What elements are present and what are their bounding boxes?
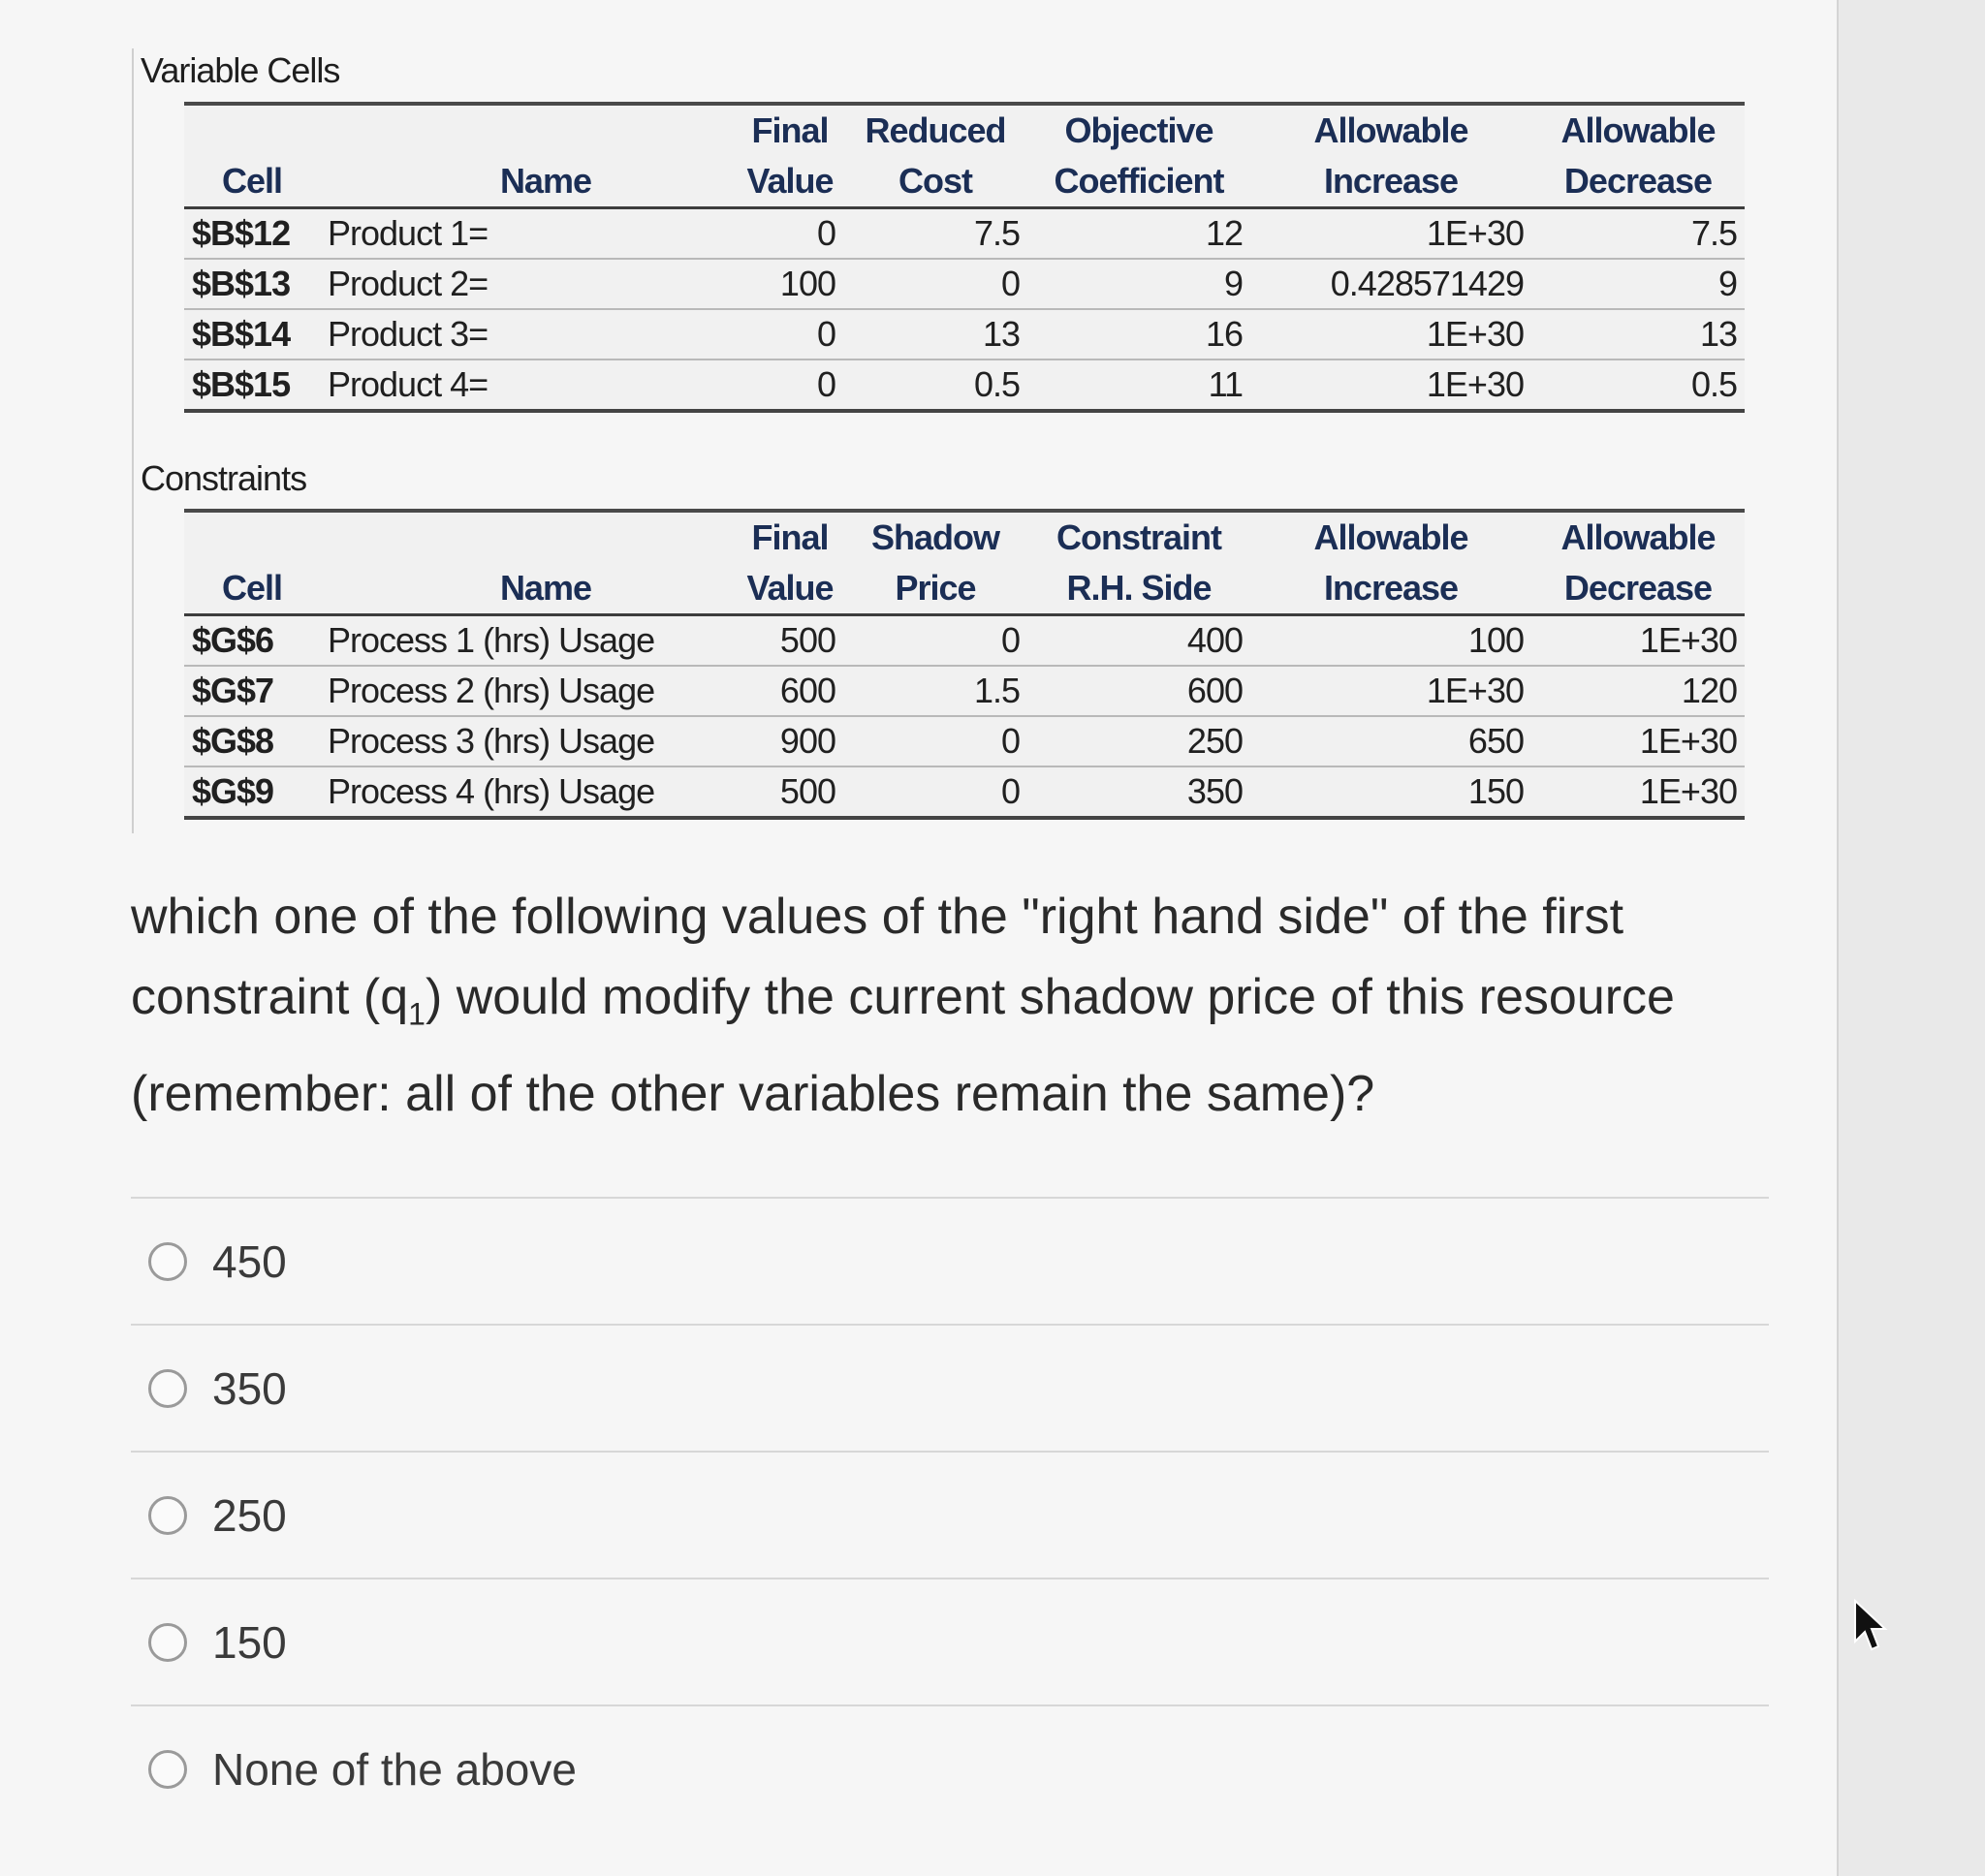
cell-value: 0 bbox=[843, 615, 1027, 667]
header-constraint: Constraint bbox=[1027, 511, 1250, 563]
cell-value: 600 bbox=[1027, 666, 1250, 716]
cell-ref: $B$13 bbox=[184, 259, 320, 309]
variable-cells-title: Variable Cells bbox=[141, 50, 340, 90]
cell-value: 350 bbox=[1027, 766, 1250, 818]
cell-value: 0.5 bbox=[1531, 360, 1745, 411]
question-text-after: ) would modify the current shadow price of this resource (remember: all of the other variables remain the same)? bbox=[131, 969, 1675, 1123]
cell-value: 1E+30 bbox=[1250, 666, 1531, 716]
header-value: Value bbox=[737, 156, 843, 208]
radio-button[interactable] bbox=[148, 1496, 187, 1535]
header bbox=[320, 104, 737, 156]
header bbox=[320, 511, 737, 563]
constraints-header-top bbox=[184, 511, 1745, 563]
option-label: None of the above bbox=[212, 1743, 577, 1795]
cell-value: 9 bbox=[1531, 259, 1745, 309]
cell-value: 12 bbox=[1027, 208, 1250, 260]
header-allowable: Allowable bbox=[1250, 104, 1531, 156]
cell-name: Product 2= bbox=[320, 259, 737, 309]
constraints-title: Constraints bbox=[141, 458, 307, 498]
mouse-cursor-icon bbox=[1851, 1599, 1890, 1657]
cell-value: 150 bbox=[1250, 766, 1531, 818]
option-350[interactable] bbox=[131, 1324, 1769, 1451]
radio-button[interactable] bbox=[148, 1242, 187, 1281]
cell-value: 0.5 bbox=[843, 360, 1027, 411]
question-text-before: which one of the following values of the "right hand side" of the first constraint (q bbox=[131, 889, 1624, 1025]
table-row bbox=[184, 208, 1745, 260]
cell-value: 500 bbox=[737, 615, 843, 667]
answer-options bbox=[131, 1197, 1769, 1831]
option-label: 250 bbox=[212, 1489, 287, 1541]
cell-value: 13 bbox=[1531, 309, 1745, 360]
cell-value: 1E+30 bbox=[1531, 766, 1745, 818]
cell-value: 900 bbox=[737, 716, 843, 766]
table-row bbox=[184, 615, 1745, 667]
cell-value: 600 bbox=[737, 666, 843, 716]
cell-ref: $G$9 bbox=[184, 766, 320, 818]
header-decrease: Decrease bbox=[1531, 563, 1745, 615]
cell-name: Process 1 (hrs) Usage bbox=[320, 615, 737, 667]
cell-value: 0 bbox=[843, 259, 1027, 309]
cell-value: 1E+30 bbox=[1250, 360, 1531, 411]
header-cost: Cost bbox=[843, 156, 1027, 208]
cell-value: 7.5 bbox=[843, 208, 1027, 260]
header-cell: Cell bbox=[184, 563, 320, 615]
constraints-table bbox=[184, 509, 1745, 820]
header-increase: Increase bbox=[1250, 156, 1531, 208]
cell-value: 1E+30 bbox=[1250, 208, 1531, 260]
header bbox=[184, 511, 320, 563]
cell-value: 13 bbox=[843, 309, 1027, 360]
cell-name: Product 1= bbox=[320, 208, 737, 260]
cell-value: 11 bbox=[1027, 360, 1250, 411]
header-allowable: Allowable bbox=[1531, 104, 1745, 156]
table-row bbox=[184, 716, 1745, 766]
header-coefficient: Coefficient bbox=[1027, 156, 1250, 208]
cell-name: Process 4 (hrs) Usage bbox=[320, 766, 737, 818]
table-row bbox=[184, 259, 1745, 309]
cell-value: 1E+30 bbox=[1250, 309, 1531, 360]
table-row bbox=[184, 666, 1745, 716]
option-250[interactable] bbox=[131, 1451, 1769, 1578]
cell-value: 9 bbox=[1027, 259, 1250, 309]
cell-name: Product 3= bbox=[320, 309, 737, 360]
header-objective: Objective bbox=[1027, 104, 1250, 156]
option-150[interactable] bbox=[131, 1578, 1769, 1704]
cell-ref: $G$8 bbox=[184, 716, 320, 766]
cell-value: 0 bbox=[737, 360, 843, 411]
question-text bbox=[131, 877, 1779, 1135]
header-allowable: Allowable bbox=[1531, 511, 1745, 563]
radio-button[interactable] bbox=[148, 1750, 187, 1789]
header bbox=[184, 104, 320, 156]
cell-value: 650 bbox=[1250, 716, 1531, 766]
question-subscript: 1 bbox=[408, 996, 425, 1032]
cell-value: 0 bbox=[737, 309, 843, 360]
cell-value: 0.428571429 bbox=[1250, 259, 1531, 309]
cell-value: 400 bbox=[1027, 615, 1250, 667]
cell-name: Process 3 (hrs) Usage bbox=[320, 716, 737, 766]
cell-ref: $B$15 bbox=[184, 360, 320, 411]
cell-ref: $B$12 bbox=[184, 208, 320, 260]
cell-value: 0 bbox=[843, 716, 1027, 766]
constraints-header-bottom bbox=[184, 563, 1745, 615]
radio-button[interactable] bbox=[148, 1623, 187, 1662]
cell-value: 1E+30 bbox=[1531, 716, 1745, 766]
cell-ref: $B$14 bbox=[184, 309, 320, 360]
header-decrease: Decrease bbox=[1531, 156, 1745, 208]
header-price: Price bbox=[843, 563, 1027, 615]
cell-value: 0 bbox=[843, 766, 1027, 818]
header-final: Final bbox=[737, 511, 843, 563]
cell-ref: $G$7 bbox=[184, 666, 320, 716]
header-increase: Increase bbox=[1250, 563, 1531, 615]
cell-value: 0 bbox=[737, 208, 843, 260]
cell-value: 100 bbox=[1250, 615, 1531, 667]
option-450[interactable] bbox=[131, 1197, 1769, 1324]
cell-name: Process 2 (hrs) Usage bbox=[320, 666, 737, 716]
cell-value: 7.5 bbox=[1531, 208, 1745, 260]
option-none-of-the-above[interactable] bbox=[131, 1704, 1769, 1831]
header-rh-side: R.H. Side bbox=[1027, 563, 1250, 615]
cell-value: 500 bbox=[737, 766, 843, 818]
header-name: Name bbox=[320, 156, 737, 208]
table-row bbox=[184, 360, 1745, 411]
header-name: Name bbox=[320, 563, 737, 615]
cell-name: Product 4= bbox=[320, 360, 737, 411]
table-row bbox=[184, 309, 1745, 360]
header-shadow: Shadow bbox=[843, 511, 1027, 563]
option-label: 150 bbox=[212, 1616, 287, 1668]
cell-value: 1E+30 bbox=[1531, 615, 1745, 667]
cell-value: 100 bbox=[737, 259, 843, 309]
cell-value: 1.5 bbox=[843, 666, 1027, 716]
cell-value: 16 bbox=[1027, 309, 1250, 360]
option-label: 450 bbox=[212, 1235, 287, 1287]
variable-cells-header-bottom bbox=[184, 156, 1745, 208]
cell-value: 250 bbox=[1027, 716, 1250, 766]
variable-cells-table bbox=[184, 102, 1745, 413]
header-value: Value bbox=[737, 563, 843, 615]
table-row bbox=[184, 766, 1745, 818]
header-final: Final bbox=[737, 104, 843, 156]
radio-button[interactable] bbox=[148, 1369, 187, 1408]
cell-value: 120 bbox=[1531, 666, 1745, 716]
header-cell: Cell bbox=[184, 156, 320, 208]
option-label: 350 bbox=[212, 1362, 287, 1414]
header-allowable: Allowable bbox=[1250, 511, 1531, 563]
cell-ref: $G$6 bbox=[184, 615, 320, 667]
variable-cells-header-top bbox=[184, 104, 1745, 156]
header-reduced: Reduced bbox=[843, 104, 1027, 156]
